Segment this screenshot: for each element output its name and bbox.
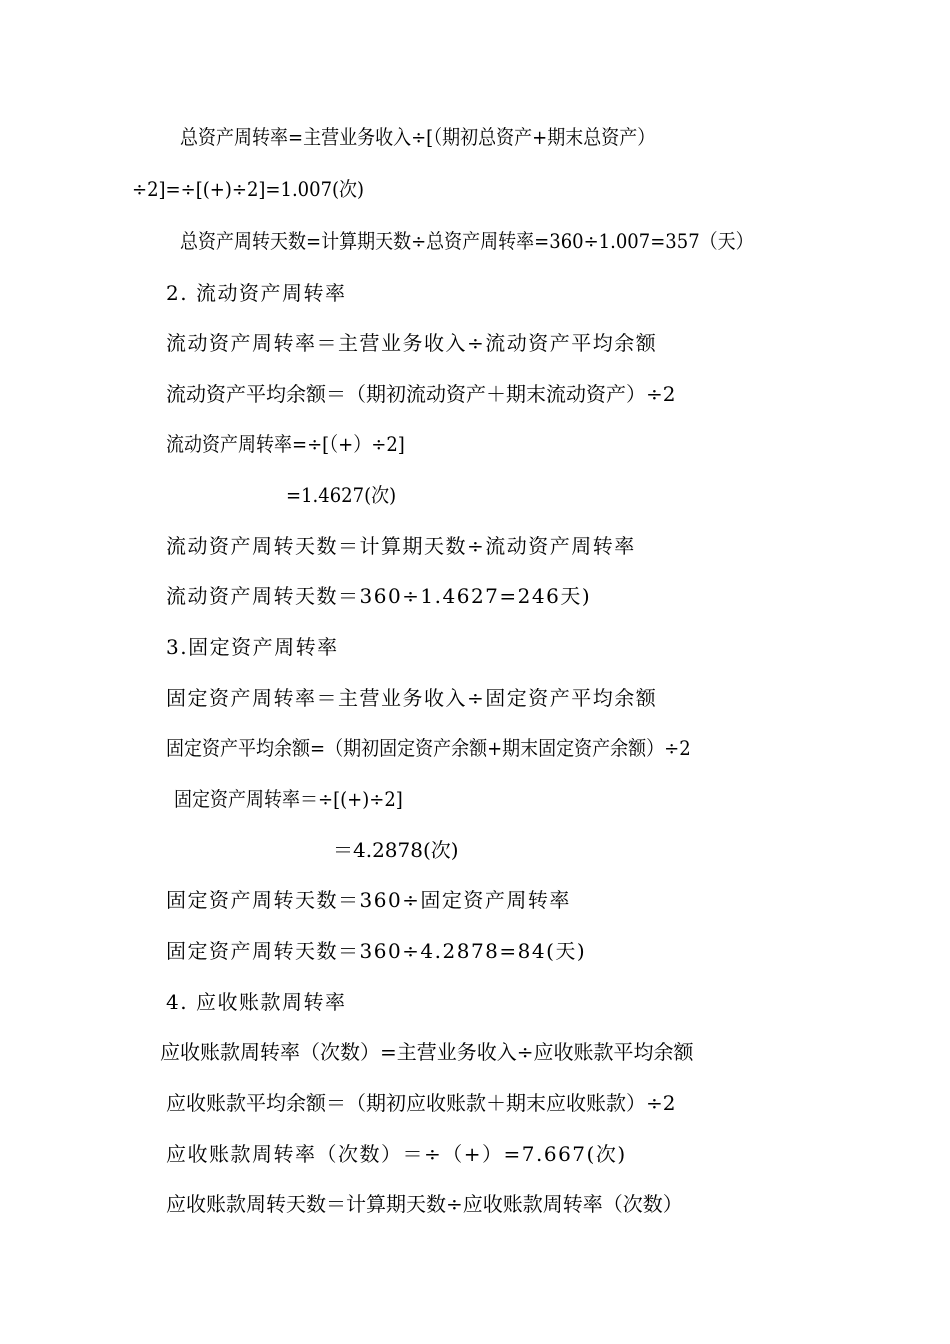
total-asset-turnover-formula: 总资产周转率=主营业务收入÷[（期初总资产+期末总资产） <box>180 125 656 149</box>
current-asset-turnover-days-result: 流动资产周转天数＝360÷1.4627=246天) <box>166 584 592 608</box>
receivables-turnover-formula: 应收账款周转率（次数）=主营业务收入÷应收账款平均余额 <box>160 1040 694 1064</box>
fixed-asset-turnover-days-result: 固定资产周转天数＝360÷4.2878=84(天) <box>166 939 587 963</box>
current-asset-turnover-calc: 流动资产周转率=÷[（+）÷2] <box>166 432 405 456</box>
receivables-turnover-days-formula: 应收账款周转天数＝计算期天数÷应收账款周转率（次数） <box>166 1192 683 1216</box>
fixed-asset-turnover-calc: 固定资产周转率＝÷[(+)÷2] <box>174 787 403 811</box>
section-heading-current-assets: 2. 流动资产周转率 <box>166 281 347 305</box>
current-asset-turnover-formula: 流动资产周转率＝主营业务收入÷流动资产平均余额 <box>166 331 658 355</box>
current-asset-average-balance: 流动资产平均余额＝（期初流动资产＋期末流动资产）÷2 <box>166 382 676 406</box>
section-heading-receivables: 4. 应收账款周转率 <box>166 990 347 1014</box>
fixed-asset-average-balance: 固定资产平均余额=（期初固定资产余额+期末固定资产余额）÷2 <box>166 736 691 760</box>
total-asset-turnover-days: 总资产周转天数=计算期天数÷总资产周转率=360÷1.007=357（天） <box>180 229 754 253</box>
current-asset-turnover-result: =1.4627(次) <box>286 483 397 507</box>
receivables-turnover-result: 应收账款周转率（次数）＝÷（+）=7.667(次) <box>166 1142 627 1166</box>
fixed-asset-turnover-days-formula: 固定资产周转天数＝360÷固定资产周转率 <box>166 888 571 912</box>
total-asset-turnover-result: ÷2]=÷[(+)÷2]=1.007(次) <box>132 177 365 201</box>
current-asset-turnover-days-formula: 流动资产周转天数＝计算期天数÷流动资产周转率 <box>166 534 636 558</box>
fixed-asset-turnover-formula: 固定资产周转率＝主营业务收入÷固定资产平均余额 <box>166 686 658 710</box>
fixed-asset-turnover-result: ＝4.2878(次) <box>333 838 459 862</box>
section-heading-fixed-assets: 3.固定资产周转率 <box>166 635 339 659</box>
receivables-average-balance: 应收账款平均余额＝（期初应收账款＋期末应收账款）÷2 <box>166 1091 676 1115</box>
